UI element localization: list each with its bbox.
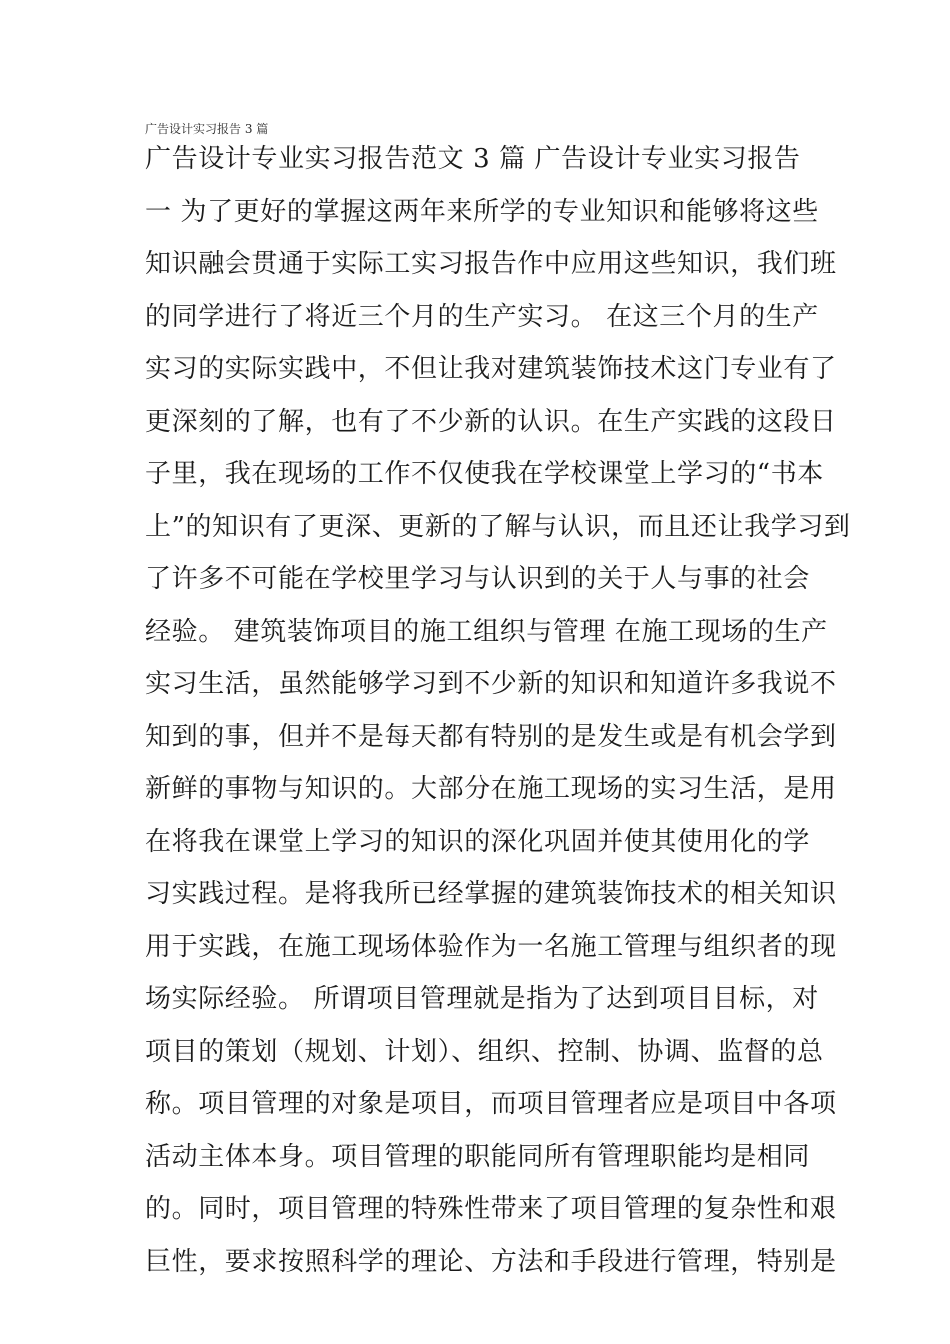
text-line: 场实际经验。 所谓项目管理就是指为了达到项目目标，对 [145, 984, 819, 1014]
text-line: 称。项目管理的对象是项目，而项目管理者应是项目中各项 [145, 1089, 837, 1119]
text-line: 在将我在课堂上学习的知识的深化巩固并使其使用化的学 [145, 826, 811, 857]
text-line: 了许多不可能在学校里学习与认识到的关于人与事的社会 [145, 564, 811, 594]
text-line: 一 为了更好的掌握这两年来所学的专业知识和能够将这些 [145, 196, 819, 227]
text-line: 习实践过程。是将我所已经掌握的建筑装饰技术的相关知识 [145, 879, 837, 909]
text-line: 广告设计专业实习报告范文 3 篇 广告设计专业实习报告 [145, 144, 801, 174]
document-header: 广告设计实习报告 3 篇 [145, 122, 269, 136]
text-line: 知到的事，但并不是每天都有特别的是发生或是有机会学到 [145, 721, 837, 752]
text-line: 新鲜的事物与知识的。大部分在施工现场的实习生活，是用 [145, 774, 837, 804]
document-body [145, 139, 851, 1294]
text-line: 项目的策划（规划、计划）、组织、控制、协调、监督的总 [145, 1036, 824, 1067]
text-line: 实习生活，虽然能够学习到不少新的知识和知道许多我说不 [145, 669, 837, 699]
text-line: 实习的实际实践中，不但让我对建筑装饰技术这门专业有了 [145, 354, 837, 384]
text-line: 更深刻的了解，也有了不少新的认识。在生产实践的这段日 [145, 406, 837, 437]
text-line: 巨性，要求按照科学的理论、方法和手段进行管理，特别是 [145, 1246, 837, 1277]
text-line: 的同学进行了将近三个月的生产实习。 在这三个月的生产 [145, 301, 819, 332]
text-line: 活动主体本身。项目管理的职能同所有管理职能均是相同 [145, 1141, 811, 1172]
text-line: 知识融会贯通于实际工实习报告作中应用这些知识，我们班 [145, 249, 837, 279]
text-line: 经验。 建筑装饰项目的施工组织与管理 在施工现场的生产 [145, 616, 828, 647]
text-line: 子里，我在现场的工作不仅使我在学校课堂上学习的“书本 [145, 459, 824, 489]
text-line: 用于实践，在施工现场体验作为一名施工管理与组织者的现 [145, 931, 837, 962]
text-line: 的。同时，项目管理的特殊性带来了项目管理的复杂性和艰 [145, 1194, 837, 1224]
text-line: 上”的知识有了更深、更新的了解与认识，而且还让我学习到 [145, 511, 851, 542]
